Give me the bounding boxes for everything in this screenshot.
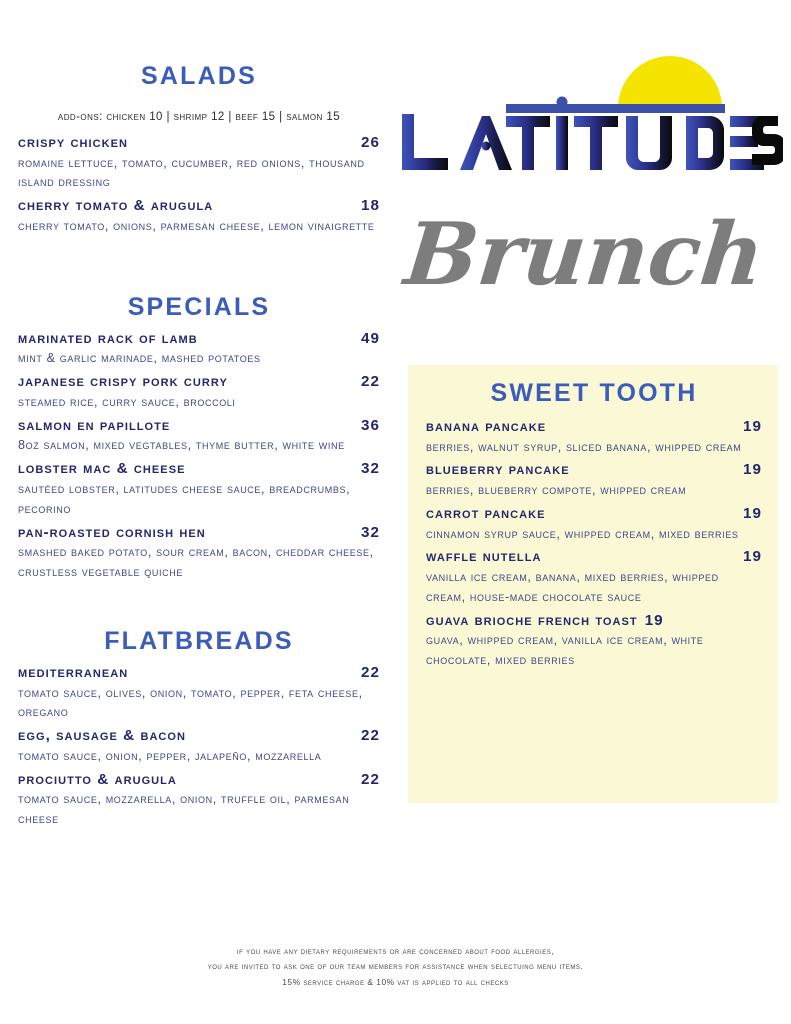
item-description: tomato sauce, mozzarella, onion, truffle oil, parmesan cheese [18,792,350,827]
footer-allergy-line-2: you are invited to ask one of our team members for assistance when selectuing menu items. [207,961,584,972]
item-price: 18 [361,197,380,215]
horizon-bar [506,104,725,113]
item-description: romaine lettuce, tomato, cucumber, red onions, thousand island dressing [18,155,365,190]
menu-item [18,522,380,583]
item-price: 22 [361,663,380,681]
brunch-script [398,194,783,312]
item-name: lobster mac & cheese [18,460,186,478]
item-name: japanese crispy pork curry [18,373,228,391]
section-heading-sweet-tooth: SWEET TOOTH [490,379,698,407]
item-head [426,546,762,568]
item-name: crispy chicken [18,134,128,151]
item-price: 22 [361,770,380,788]
menu-item [18,769,380,830]
menu-item [18,371,380,412]
section-flatbreads [18,627,380,830]
item-head [18,522,380,544]
item-price: 19 [743,504,762,522]
section-heading-flatbreads: FLATBREADS [104,626,294,655]
menu-item [18,132,380,193]
menu-item [426,416,762,457]
item-name: banana pancake [426,418,547,435]
item-name: pan-roasted cornish hen [18,523,206,541]
item-name: prociutto & arugula [18,770,177,788]
left-column [18,62,380,832]
section-specials [18,293,380,583]
item-description: steamed rice, curry sauce, broccoli [18,394,236,409]
item-head [18,458,380,480]
footer-charges-line: 15% service charge & 10% vat is applied to all checks [282,976,509,987]
sweet-tooth-panel [408,365,778,803]
right-column-brand [398,40,783,312]
footer-notice [0,944,791,990]
item-price: 49 [361,329,380,347]
item-price: 22 [361,727,380,745]
item-description: cinnamon syrup sauce, whipped cream, mixed berries [426,526,739,541]
brunch-script-svg [398,194,783,312]
item-price: 26 [361,134,380,151]
item-head [426,610,762,632]
item-name: blueberry pancake [426,461,570,479]
item-head [426,416,762,438]
menu-item [426,503,762,544]
item-head [18,415,380,437]
item-price: 19 [743,548,762,566]
menu-item [18,415,380,456]
item-head [426,503,762,525]
item-head [18,769,380,791]
menu-item [18,458,380,519]
item-description: tomato sauce, olives, onion, tomato, pepper, feta cheese, oregano [18,685,363,720]
menu-item [18,662,380,723]
menu-item [426,546,762,607]
item-head [18,725,380,747]
item-head [18,195,380,217]
item-description: mint & garlic marinade, mashed potatoes [18,351,261,366]
sun-icon [618,56,722,108]
item-description: guava, whipped cream, vanilla ice cream, white chocolate, mixed berries [426,633,704,668]
item-name: waffle nutella [426,548,542,566]
section-salads [18,62,380,237]
item-description: sautéed lobster, latitudes cheese sauce, breadcrumbs, pecorino [18,481,351,516]
section-spacer [18,585,380,627]
item-price: 32 [361,523,380,541]
brunch-text: Brunch [400,204,769,305]
item-description: cherry tomato, onions, parmesan cheese, lemon vinaigrette [18,218,375,233]
item-head [18,371,380,393]
item-price: 22 [361,373,380,391]
item-name: carrot pancake [426,504,546,522]
item-name: cherry tomato & arugula [18,197,214,215]
latitudes-logo-svg [398,40,783,180]
item-name: marinated rack of lamb [18,329,198,347]
item-description: berries, walnut syrup, sliced banana, whipped cream [426,439,742,454]
item-name: egg, sausage & bacon [18,727,187,745]
menu-item [18,725,380,766]
item-description: tomato sauce, onion, pepper, jalapeño, mozzarella [18,748,322,763]
menu-item [18,195,380,236]
footer-allergy-line-1: if you have any dietary requirements or are concerned about food allergies, [236,946,555,956]
item-price: 32 [361,460,380,478]
menu-item [426,610,762,671]
item-description: 8oz salmon, mixed vegtables, thyme butter, white wine [18,438,345,453]
item-name: guava brioche french toast [426,611,638,629]
item-description: smashed baked potato, sour cream, bacon, cheddar cheese, crustless vegetable quiche [18,545,374,580]
menu-item [426,459,762,500]
section-spacer [18,239,380,293]
menu-item [18,328,380,369]
item-price: 19 [743,461,762,479]
item-description: berries, blueberry compote, whipped cream [426,483,687,498]
section-heading-specials: SPECIALS [127,292,271,321]
section-heading-salads: SALADS [141,62,257,90]
item-price: 19 [644,611,664,629]
item-name: mediterranean [18,663,129,681]
salads-addons-line: add-ons: chicken 10 | shrimp 12 | beef 15 | salmon 15 [57,111,341,123]
item-head [18,132,380,154]
item-price: 36 [361,416,380,434]
latitudes-logo [398,40,783,200]
item-description: vanilla ice cream, banana, mixed berries, whipped cream, house-made chocolate sauce [426,569,719,604]
item-head [426,459,762,481]
item-price: 19 [743,418,762,435]
item-head [18,328,380,350]
item-head [18,662,380,684]
item-name: salmon en papillote [18,416,171,434]
